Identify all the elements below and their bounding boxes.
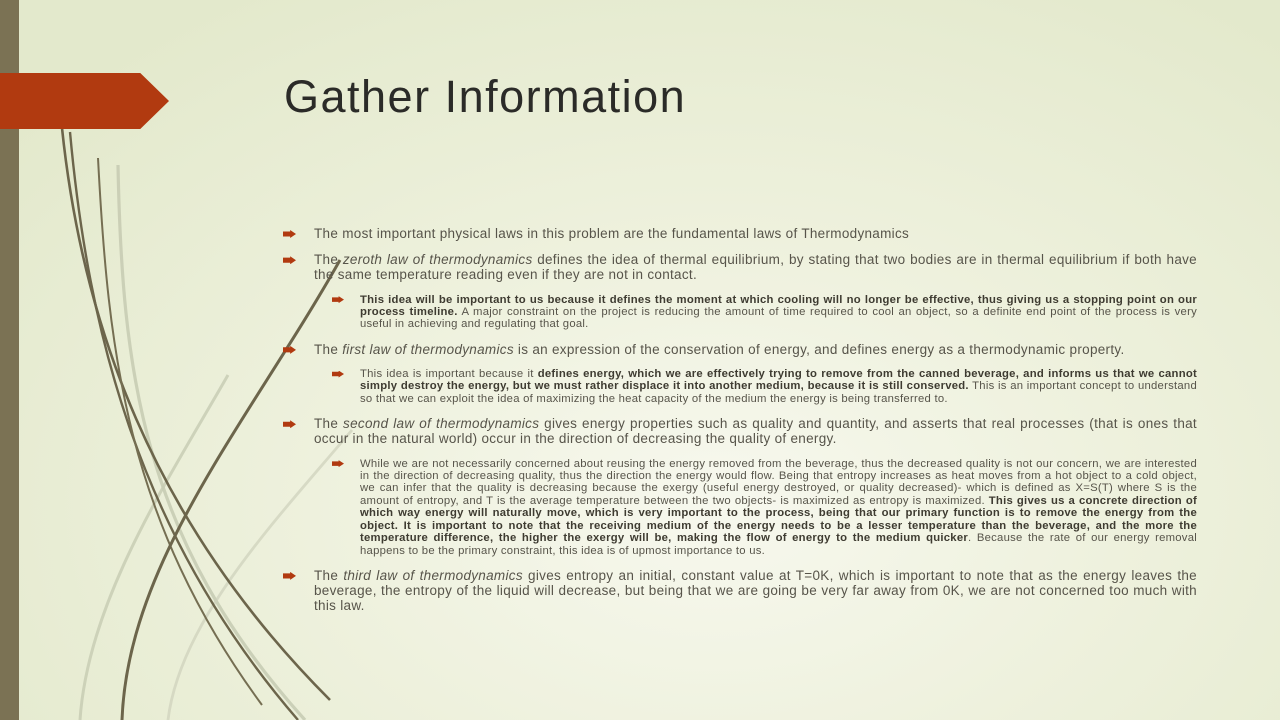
bullet-item (283, 252, 1197, 282)
bullet-text: The most important physical laws in this problem are the fundamental laws of Thermodynamics (314, 226, 910, 241)
bullet-item (283, 368, 1197, 405)
bullet-arrow-icon (332, 371, 344, 378)
bullet-text: The third law of thermodynamics gives entropy an initial, constant value at T=0K, which is important to note that as the energy leaves the beverage, the entropy of the liquid will decrease, but being that we are going be very far away from 0K, we are not concerned too much with this law. (314, 567, 1197, 614)
bullet-text: The first law of thermodynamics is an expression of the conservation of energy, and defines energy as a thermodynamic property. (314, 341, 1125, 357)
bullet-item (283, 294, 1197, 331)
bullet-arrow-icon (283, 572, 296, 580)
bullet-arrow-icon (332, 460, 344, 467)
bullet-text: The zeroth law of thermodynamics defines the idea of thermal equilibrium, by stating that two bodies are in thermal equilibrium if both have the same temperature reading even if they are not in contact. (314, 252, 1197, 283)
bullet-arrow-icon (283, 256, 296, 264)
bullet-arrow-icon (283, 346, 296, 354)
page-title: Gather Information (284, 71, 687, 122)
bullet-arrow-icon (283, 420, 296, 428)
bullet-text: The second law of thermodynamics gives energy properties such as quality and quantity, and asserts that real processes (that is ones that occur in the natural world) occur in the direction of decreasing the quality of energy. (314, 416, 1197, 447)
bullet-item (283, 458, 1197, 557)
bullet-list (283, 226, 1197, 625)
bullet-item (283, 568, 1197, 614)
bullet-item (283, 416, 1197, 446)
bullet-text: This idea will be important to us because it defines the moment at which cooling will no longer be effective, thus giving us a stopping point on our process timeline. A major constraint on the project is reducing the amount of time required to cool an object, so a definite end point of the process is very useful in achieving and regulating that goal. (360, 293, 1197, 331)
title-arrow-shape (0, 73, 169, 129)
bullet-item (283, 342, 1197, 357)
bullet-arrow-icon (332, 296, 344, 303)
bullet-text: While we are not necessarily concerned about reusing the energy removed from the beverage, thus the decreased quality is not our concern, we are interested in the direction of decreasing quality, thus the direction the energy would flow. Being that entropy increases as heat moves from a hot object to a cold object, we can infer that the quality is decreasing because the exergy (useful energy destroyed, or quality decreased)- which is defined as X=S(T) where S is the amount of entropy, and T is the average temperature between the two objects- is maximized as entropy is maximized. This gives us a concrete direction of which way energy will naturally move, which is very important to the process, being that our primary function is to remove the energy from the object. It is important to note that the receiving medium of the energy needs to be a lesser temperature than the beverage, and the more the temperature difference, the higher the exergy will be, making the flow of energy to the medium quicker. Because the rate of our energy removal happens to be the primary constraint, this idea is of upmost importance to us. (360, 457, 1197, 557)
bullet-text: This idea is important because it defines energy, which we are effectively trying to remove from the canned beverage, and informs us that we cannot simply destroy the energy, but we must rather displace it into another medium, because it is still conserved. This is an important concept to understand so that we can exploit the idea of maximizing the heat capacity of the medium the energy is being transferred to. (360, 368, 1198, 405)
bullet-arrow-icon (283, 230, 296, 238)
bullet-item (283, 226, 1197, 241)
